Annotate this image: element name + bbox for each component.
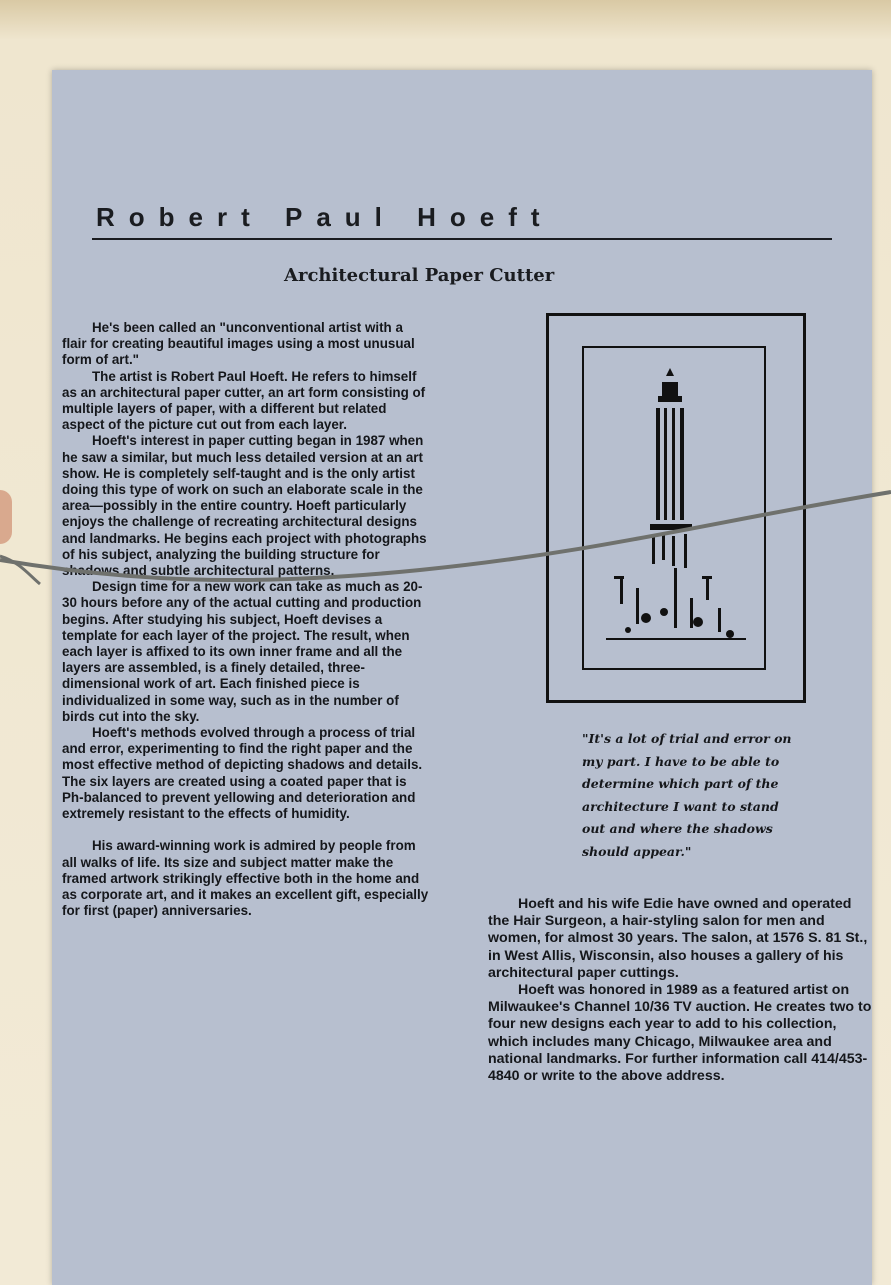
hanging-string	[0, 480, 891, 610]
thumb	[0, 490, 12, 544]
left-column	[62, 320, 430, 919]
document-subtitle: Architectural Paper Cutter	[284, 265, 555, 286]
paragraph: Hoeft was honored in 1989 as a featured artist on Milwaukee's Channel 10/36 TV auction. He creates two to four new designs each year to add to his collection, which includes many Chicago, Milwaukee area and national landmarks. For further information call 414/453-4840 or write to the above address.	[488, 982, 872, 1085]
document-title: Robert Paul Hoeft	[96, 202, 554, 232]
title-underline	[92, 238, 832, 240]
paragraph: His award-winning work is admired by people from all walks of life. Its size and subject matter make the framed artwork strikingly effective both in the home and as corporate art, and it makes an excellent gift, especially for first (paper) anniversaries.	[62, 838, 429, 919]
paragraph: He's been called an "unconventional artist with a flair for creating beautiful images using a most unusual form of art."	[62, 320, 415, 368]
paragraph: Hoeft and his wife Edie have owned and operated the Hair Surgeon, a hair-styling salon for men and women, for almost 30 years. The salon, at 1576 S. 81 St., in West Allis, Wisconsin, also houses a gallery of his architectural paper cuttings.	[488, 896, 868, 981]
paragraph: Hoeft's methods evolved through a process of trial and error, experimenting to find the right paper and the most effective method of depicting shadows and details. The six layers are created using a coated paper that is Ph-balanced to prevent yellowing and deterioration and extremely resistant to the effects of humidity.	[62, 725, 423, 822]
right-column	[488, 896, 873, 1085]
paragraph: Design time for a new work can take as much as 20-30 hours before any of the actual cutting and production begins. After studying his subject, Hoeft devises a template for each layer of the project. The result, when each layer is affixed to its own inner frame and all the layers are assembled, is a finely detailed, three-dimensional work of art. Each finished piece is individualized in some way, such as in the number of birds cut into the sky.	[62, 579, 423, 724]
paragraph: The artist is Robert Paul Hoeft. He refers to himself as an architectural paper cutter, an art form consisting of multiple layers of paper, with a different but related aspect of the picture cut out from each layer.	[62, 368, 426, 433]
pull-quote: "It's a lot of trial and error on my part. I have to be able to determine which part of the architecture I want to stand out and where the shadows should appear."	[582, 731, 792, 859]
paragraph: Hoeft's interest in paper cutting began in 1987 when he saw a similar, but much less detailed version at an art show. He is completely self-taught and is the only artist doing this type of work on such an elaborate scale in the area—possibly in the entire country. Hoeft particularly enjoys the challenge of recreating architectural designs and landmarks. He begins each project with photographs of his subject, analyzing the building structure for shadows and subtle architectural patterns.	[62, 433, 427, 579]
